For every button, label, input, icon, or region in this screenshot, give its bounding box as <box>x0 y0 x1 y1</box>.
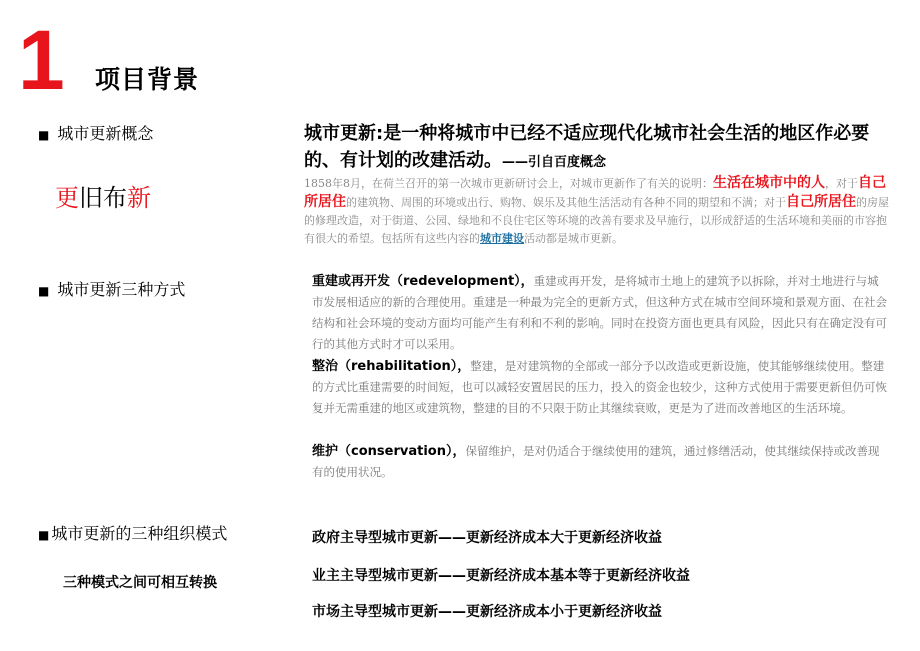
para-highlight-3: 自己所居住 <box>786 194 856 210</box>
way-lead: 重建或再开发（redevelopment）， <box>312 274 534 289</box>
section-three-modes-label: 城市更新的三种组织模式 <box>51 524 228 543</box>
section-concept-label: 城市更新概念 <box>57 124 154 143</box>
mode-government: 政府主导型城市更新——更新经济成本大于更新经济收益 <box>312 530 662 546</box>
slogan <box>55 178 151 213</box>
para-text-2: ，对于 <box>825 177 858 190</box>
way-rehabilitation <box>312 356 890 419</box>
section-number: 1 <box>18 13 65 107</box>
mode-market: 市场主导型城市更新——更新经济成本小于更新经济收益 <box>312 604 662 620</box>
way-conservation <box>312 441 890 483</box>
para-text-1: 1858年8月，在荷兰召开的第一次城市更新研讨会上，对城市更新作了有关的说明： <box>304 177 713 190</box>
para-text-3: 的建筑物、周围的环境或出行、购物、娱乐及其他生活活动有各种不同的期望和不满；对于 <box>346 196 786 209</box>
bullet-square-icon: ■ <box>38 528 50 542</box>
way-text: 整建，是对建筑物的全部或一部分予以改造或更新设施，使其能够继续使用。整建的方式比重建需要的时间短，也可以减轻安置居民的压力，投入的资金也较少，这种方式使用于需要更新但仍可恢复并无需重建的地区或建筑物，整建的目的不只限于防止其继续衰败，更是为了进而改善地区的生活环境。 <box>312 359 887 415</box>
section-three-ways <box>38 277 185 300</box>
bullet-square-icon: ■ <box>38 128 50 142</box>
para-highlight-2: 自己所居住 <box>304 175 886 210</box>
definition-heading <box>304 120 904 176</box>
way-text: 重建或再开发，是将城市土地上的建筑予以拆除，并对土地进行与城市发展相适应的新的合理使用。重建是一种最为完全的更新方式，但这种方式在城市空间环境和景观方面、在社会结构和社会环境的变动方面均可能产生有利和不利的影响。同时在投资方面也更具有风险，因此只有在确定没有可行的其他方式时才可以采用。 <box>312 274 887 351</box>
para-text-5: 活动都是城市更新。 <box>524 232 623 245</box>
definition-source: ——引自百度概念 <box>502 155 607 170</box>
way-text: 保留维护，是对仍适合于继续使用的建筑，通过修缮活动，使其继续保持或改善现有的使用状况。 <box>312 444 880 479</box>
definition-text: 城市更新:是一种将城市中已经不适应现代化城市社会生活的地区作必要的、有计划的改建活动。 <box>304 123 870 171</box>
way-lead: 整治（rehabilitation）， <box>312 359 471 374</box>
way-lead: 维护（conservation）， <box>312 444 466 459</box>
urban-construction-link[interactable]: 城市建设 <box>480 232 524 245</box>
para-highlight-1: 生活在城市中的人 <box>713 175 825 191</box>
section-three-modes <box>38 521 227 544</box>
bullet-square-icon: ■ <box>38 284 50 298</box>
way-redevelopment <box>312 271 890 355</box>
section-three-ways-label: 城市更新三种方式 <box>57 280 186 299</box>
slogan-part-1: 更 <box>55 184 79 212</box>
definition-paragraph <box>304 174 894 248</box>
mode-owner: 业主主导型城市更新——更新经济成本基本等于更新经济收益 <box>312 568 690 584</box>
slogan-part-2: 旧布 <box>79 184 127 212</box>
page-title: 项目背景 <box>95 65 200 94</box>
slogan-part-3: 新 <box>127 184 151 212</box>
section-concept <box>38 121 153 144</box>
para-text-4: 的房屋的修理改造，对于街道、公园、绿地和不良住宅区等环境的改善有要求及早施行，以形成舒适的生活环境和美丽的市容抱有很大的希望。包括所有这些内容的 <box>304 196 889 245</box>
modes-note: 三种模式之间可相互转换 <box>63 575 217 591</box>
